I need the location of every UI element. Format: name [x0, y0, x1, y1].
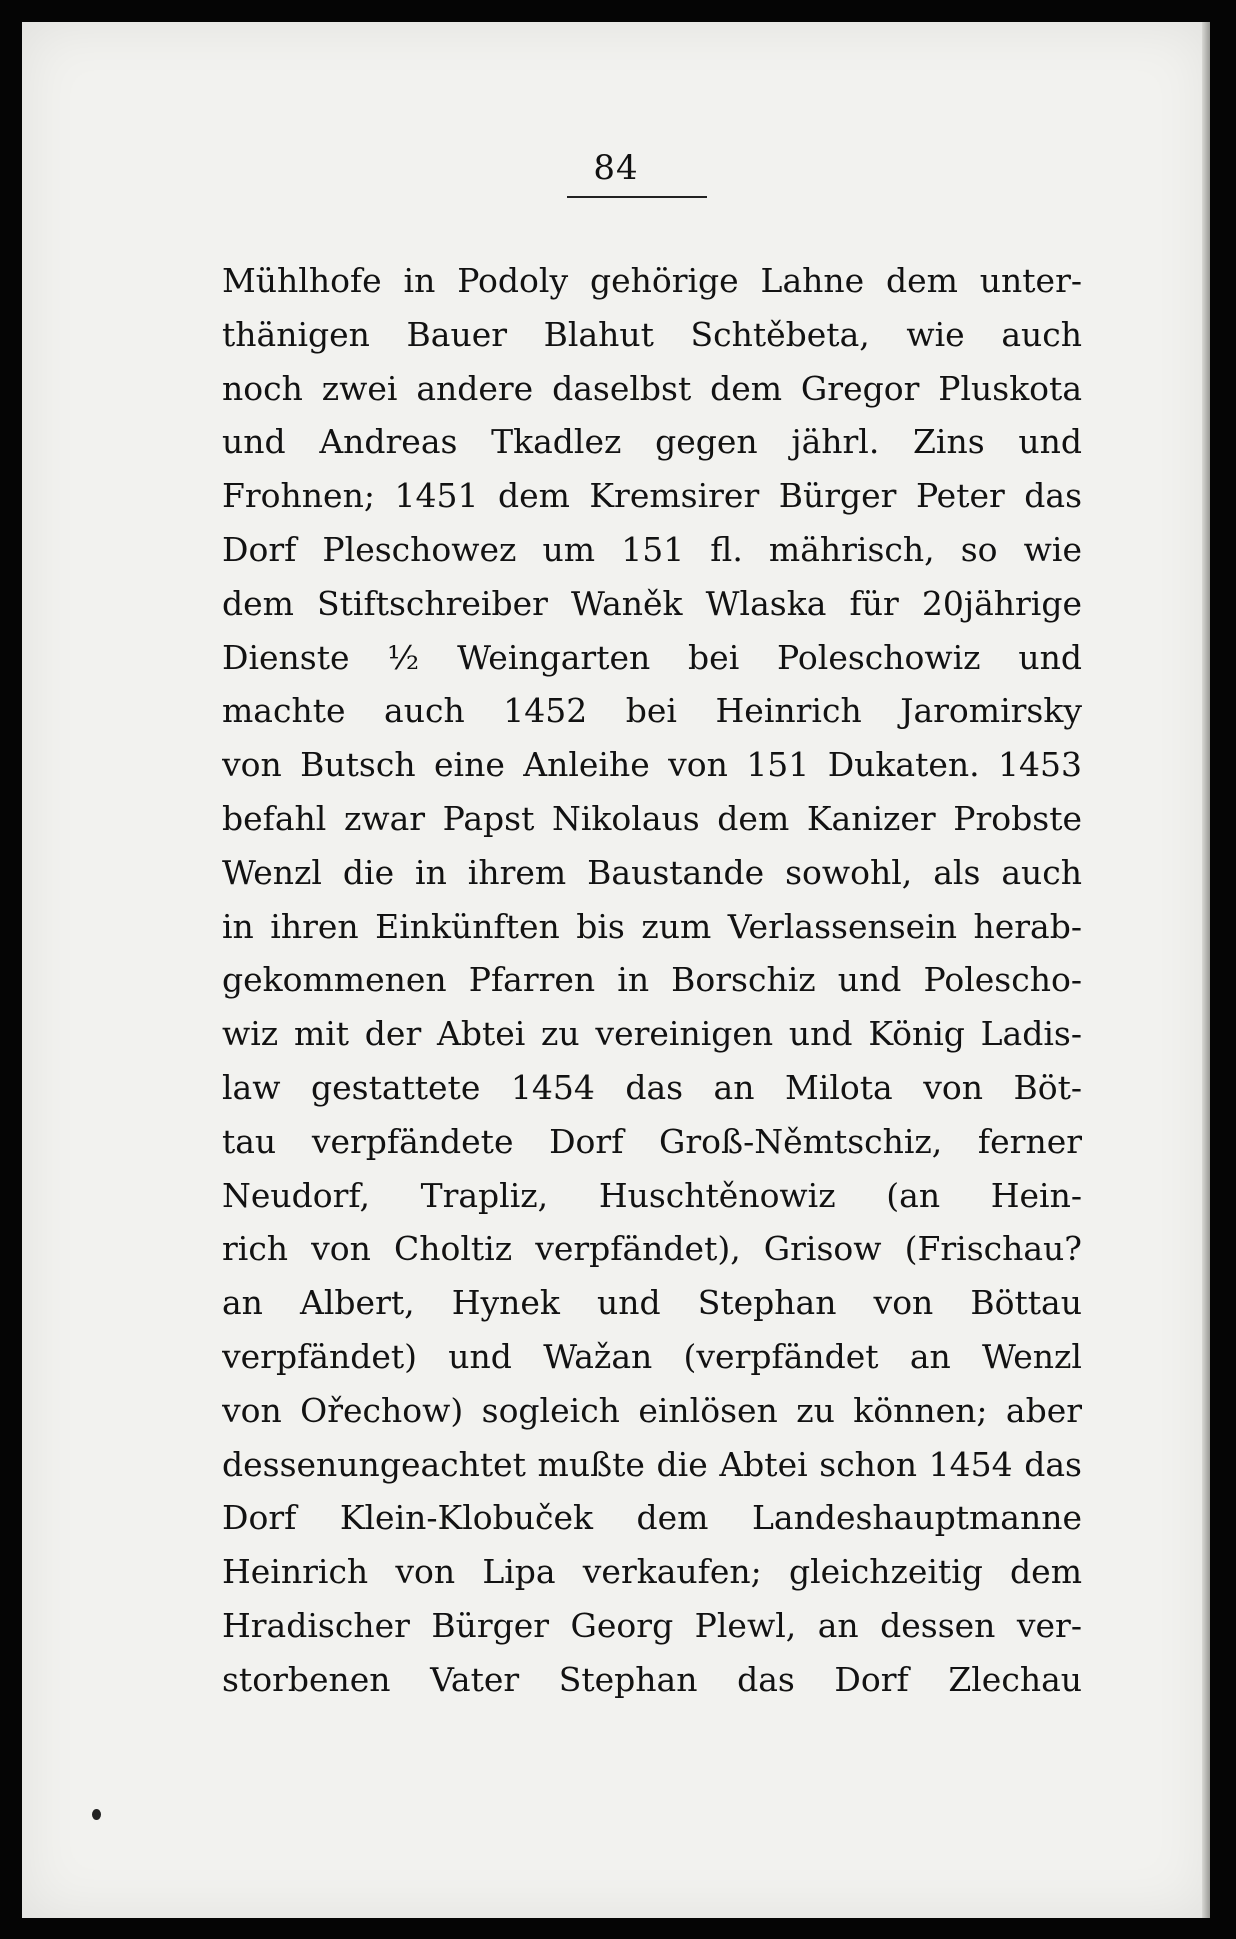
- text-line: von Ořechow) sogleich einlösen zu können; aber: [222, 1390, 1082, 1430]
- text-line: Hradischer Bürger Georg Plewl, an dessen ver-: [222, 1605, 1082, 1645]
- text-line: machte auch 1452 bei Heinrich Jaromirsky: [222, 691, 1082, 731]
- ink-speck: [92, 1809, 101, 1820]
- text-line: tau verpfändete Dorf Groß-Němtschiz, ferner: [222, 1121, 1082, 1161]
- text-line: rich von Choltiz verpfändet), Grisow (Frischau?: [222, 1229, 1082, 1269]
- text-line: wiz mit der Abtei zu vereinigen und König Ladis-: [222, 1014, 1082, 1054]
- text-line: Frohnen; 1451 dem Kremsirer Bürger Peter das: [222, 476, 1082, 516]
- text-line: Dorf Pleschowez um 151 fl. mährisch, so wie: [222, 529, 1082, 569]
- text-line: Mühlhofe in Podoly gehörige Lahne dem unter-: [222, 261, 1082, 300]
- page-edge-shadow: [1202, 22, 1210, 1918]
- text-line: Heinrich von Lipa verkaufen; gleichzeitig dem: [222, 1552, 1082, 1592]
- text-line: thänigen Bauer Blahut Schtěbeta, wie auch: [222, 314, 1082, 354]
- book-page: [22, 22, 1210, 1918]
- text-line: storbenen Vater Stephan das Dorf Zlechau: [222, 1659, 1082, 1699]
- text-line: law gestattete 1454 das an Milota von Böt-: [222, 1067, 1082, 1107]
- text-line: Wenzl die in ihrem Baustande sowohl, als auch: [222, 852, 1082, 892]
- text-line: Neudorf, Trapliz, Huschtěnowiz (an Hein-: [222, 1175, 1082, 1215]
- text-line: noch zwei andere daselbst dem Gregor Pluskota: [222, 368, 1082, 408]
- text-line: gekommenen Pfarren in Borschiz und Polescho-: [222, 960, 1082, 1000]
- text-line: von Butsch eine Anleihe von 151 Dukaten. 1453: [222, 745, 1082, 785]
- text-line: an Albert, Hynek und Stephan von Böttau: [222, 1283, 1082, 1323]
- body-text: [222, 254, 1082, 1707]
- page-number: 84: [593, 148, 639, 188]
- header-rule: [567, 196, 707, 198]
- text-line: verpfändet) und Wažan (verpfändet an Wenzl: [222, 1336, 1082, 1376]
- text-line: dessenungeachtet mußte die Abtei schon 1454 das: [222, 1444, 1082, 1484]
- text-line: Dienste ½ Weingarten bei Poleschowiz und: [222, 637, 1082, 677]
- text-line: in ihren Einkünften bis zum Verlassensein herab-: [222, 906, 1082, 946]
- text-line: befahl zwar Papst Nikolaus dem Kanizer Probste: [222, 798, 1082, 838]
- text-line: dem Stiftschreiber Waněk Wlaska für 20jährige: [222, 583, 1082, 623]
- text-line: und Andreas Tkadlez gegen jährl. Zins und: [222, 422, 1082, 462]
- text-line: Dorf Klein-Klobuček dem Landeshauptmanne: [222, 1498, 1082, 1538]
